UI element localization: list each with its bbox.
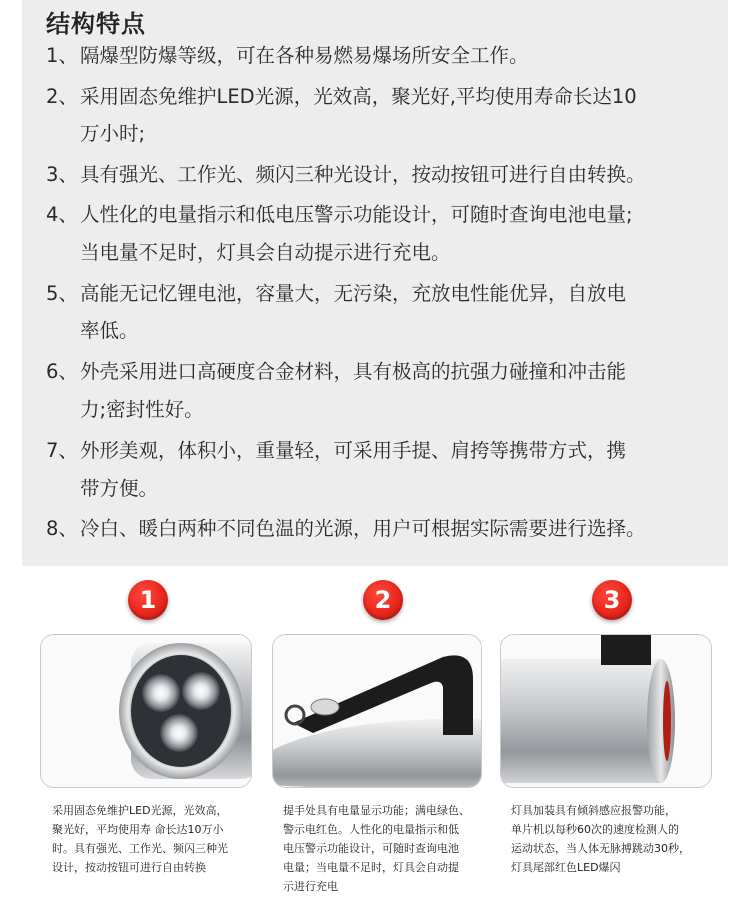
feature-text: 外形美观，体积小，重量轻，可采用手提、肩挎等携带方式，携	[80, 439, 627, 462]
step-badge-3: 3	[592, 580, 632, 620]
product-image-lamp-head	[40, 634, 252, 788]
feature-number: 8、	[46, 517, 78, 540]
feature-text: 冷白、暖白两种不同色温的光源，用户可根据实际需要进行选择。	[80, 517, 646, 540]
feature-text: 带方便。	[80, 477, 159, 500]
product-image-tail	[500, 634, 712, 788]
step-badge-2: 2	[363, 580, 403, 620]
feature-text: 高能无记忆锂电池，容量大，无污染，充放电性能优异，自放电	[80, 282, 627, 305]
feature-text: 隔爆型防爆等级，可在各种易燃易爆场所安全工作。	[80, 44, 529, 67]
feature-text: 万小时;	[80, 122, 146, 145]
feature-number: 2、	[46, 85, 78, 108]
feature-number: 7、	[46, 439, 78, 462]
feature-text: 率低。	[80, 319, 139, 342]
feature-number: 3、	[46, 163, 78, 186]
step-badge-1: 1	[128, 580, 168, 620]
caption-panel-3: 灯具加装具有倾斜感应报警功能， 单片机以每秒60次的速度检测人的 运动状态，当人体无脉搏跳动30秒， 灯具尾部红色LED爆闪	[511, 804, 690, 874]
caption-panel-1: 采用固态免维护LED光源，光效高， 聚光好，平均使用寿 命长达10万小 时。具有强光、工作光、频闪三种光 设计，按动按钮可进行自由转换	[52, 804, 228, 874]
feature-text: 采用固态免维护LED光源，光效高，聚光好,平均使用寿命长达10	[80, 85, 637, 108]
feature-number: 1、	[46, 44, 78, 67]
flashlight-head-illustration	[41, 635, 251, 787]
feature-text: 具有强光、工作光、频闪三种光设计，按动按钮可进行自由转换。	[80, 163, 646, 186]
feature-number: 4、	[46, 203, 78, 226]
flashlight-handle-illustration	[273, 635, 481, 787]
caption-panel-2: 提手处具有电量显示功能；满电绿色、 警示电红色。人性化的电量指示和低 电压警示功能设计，可随时查询电池 电量；当电量不足时，灯具会自动提 示进行充电	[283, 804, 470, 893]
feature-number: 5、	[46, 282, 78, 305]
feature-text: 人性化的电量指示和低电压警示功能设计，可随时查询电池电量;	[80, 203, 633, 226]
flashlight-tail-illustration	[501, 635, 711, 787]
feature-number: 6、	[46, 360, 78, 383]
feature-text: 力;密封性好。	[80, 398, 204, 421]
feature-text: 当电量不足时，灯具会自动提示进行充电。	[80, 241, 451, 264]
section-title: 结构特点	[46, 10, 146, 38]
feature-text: 外壳采用进口高硬度合金材料，具有极高的抗强力碰撞和冲击能	[80, 360, 627, 383]
product-image-handle	[272, 634, 482, 788]
